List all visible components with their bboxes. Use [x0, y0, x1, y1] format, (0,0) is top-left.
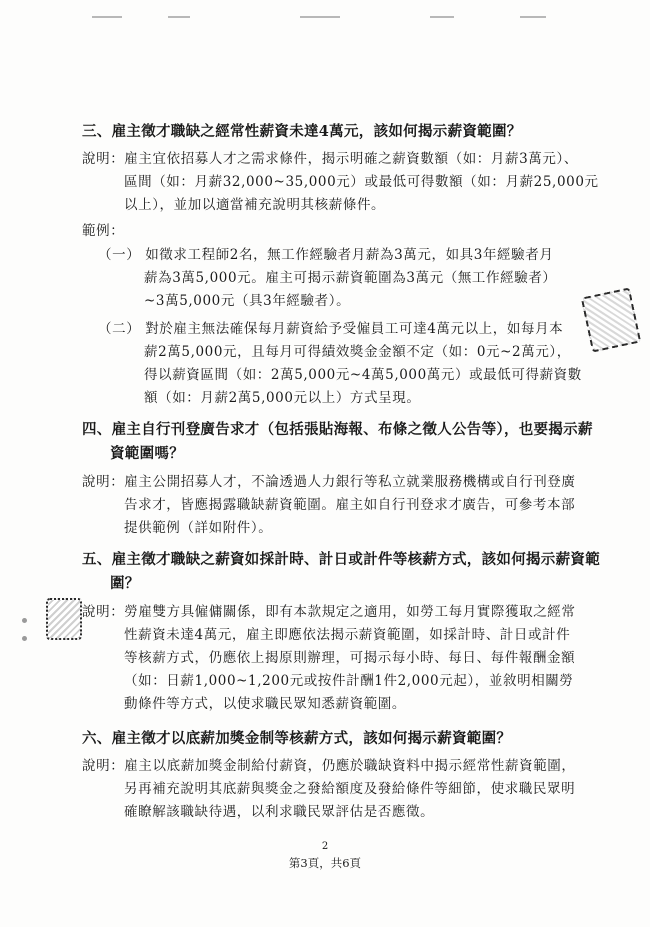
section-6-line: 說明：雇主以底薪加獎金制給付薪資，仍應於職缺資料中揭示經常性薪資範圍， [82, 758, 576, 774]
section-5-line: 說明：勞雇雙方具僱傭關係，即有本款規定之適用，如勞工每月實際獲取之經常 [82, 604, 576, 620]
section-4-line: 說明：雇主公開招募人才，不論透過人力銀行等私立就業服務機構或自行刊登廣 [82, 474, 576, 490]
seal-stamp-small [46, 598, 82, 640]
section-3-heading: 三、雇主徵才職缺之經常性薪資未達4萬元，該如何揭示薪資範圍？ [82, 123, 522, 140]
scan-mark [300, 16, 340, 18]
section-5-heading-cont: 圍？ [110, 575, 140, 592]
scan-mark [520, 16, 546, 18]
section-3-line: 以上），並加以適當補充說明其核薪條件。 [124, 197, 386, 213]
section-5-line: 動條件等方式，以使求職民眾知悉薪資範圍。 [124, 696, 406, 712]
section-3-line: 得以薪資區間（如：2萬5,000元~4萬5,000萬元）或最低可得薪資數 [144, 367, 582, 383]
section-3-line: ~3萬5,000元（具3年經驗者）。 [144, 293, 351, 309]
section-3-line: 說明：雇主宜依招募人才之需求條件，揭示明確之薪資數額（如：月薪3萬元）、 [82, 151, 578, 167]
scan-mark [92, 16, 122, 18]
section-4-heading-cont: 資範圍嗎？ [110, 445, 184, 462]
section-4-line: 告求才，皆應揭露職缺薪資範圍。雇主如自行刊登求才廣告，可參考本部 [124, 497, 576, 513]
section-3-line: 範例： [82, 223, 125, 239]
seal-stamp [581, 287, 642, 352]
section-5-line: 等核薪方式，仍應依上揭原則辦理，可揭示每小時、每日、每件報酬金額 [124, 650, 576, 666]
section-6-line: 確瞭解該職缺待遇，以利求職民眾評估是否應徵。 [124, 804, 435, 820]
page-number: 2 [321, 841, 329, 852]
section-3-line: 薪2萬5,000元，且每月可得績效獎金金額不定（如：0元~2萬元）， [144, 344, 571, 360]
scan-mark [430, 16, 454, 18]
section-5-heading: 五、雇主徵才職缺之薪資如採計時、計日或計件等核薪方式，該如何揭示薪資範 [82, 551, 600, 568]
scan-mark [168, 16, 190, 18]
punch-hole [22, 636, 27, 641]
section-3-line: 薪為3萬5,000元。雇主可揭示薪資範圍為3萬元（無工作經驗者） [144, 270, 557, 286]
section-3-line: （二） 對於雇主無法確保每月薪資給予受僱員工可達4萬元以上，如每月本 [98, 321, 564, 337]
section-5-line: （如：日薪1,000~1,200元或按件計酬1件2,000元起），並敘明相關勞 [124, 673, 574, 689]
page-count: 第3頁，共6頁 [288, 856, 362, 870]
section-4-heading: 四、雇主自行刊登廣告求才（包括張貼海報、布條之徵人公告等），也要揭示薪 [82, 421, 593, 438]
section-3-line: 區間（如：月薪32,000~35,000元）或最低可得數額（如：月薪25,000元 [124, 174, 599, 190]
section-3-line: 額（如：月薪2萬5,000元以上）方式呈現。 [144, 390, 421, 406]
section-6-line: 另再補充說明其底薪與獎金之發給額度及發給條件等細節，使求職民眾明 [124, 781, 576, 797]
section-5-line: 性薪資未達4萬元，雇主即應依法揭示薪資範圍，如採計時、計日或計件 [124, 627, 571, 643]
section-4-line: 提供範例（詳如附件）。 [124, 520, 273, 536]
section-3-line: （一） 如徵求工程師2名，無工作經驗者月薪為3萬元，如具3年經驗者月 [98, 247, 554, 263]
punch-hole [22, 618, 27, 623]
section-6-heading: 六、雇主徵才以底薪加獎金制等核薪方式，該如何揭示薪資範圍？ [82, 730, 512, 747]
